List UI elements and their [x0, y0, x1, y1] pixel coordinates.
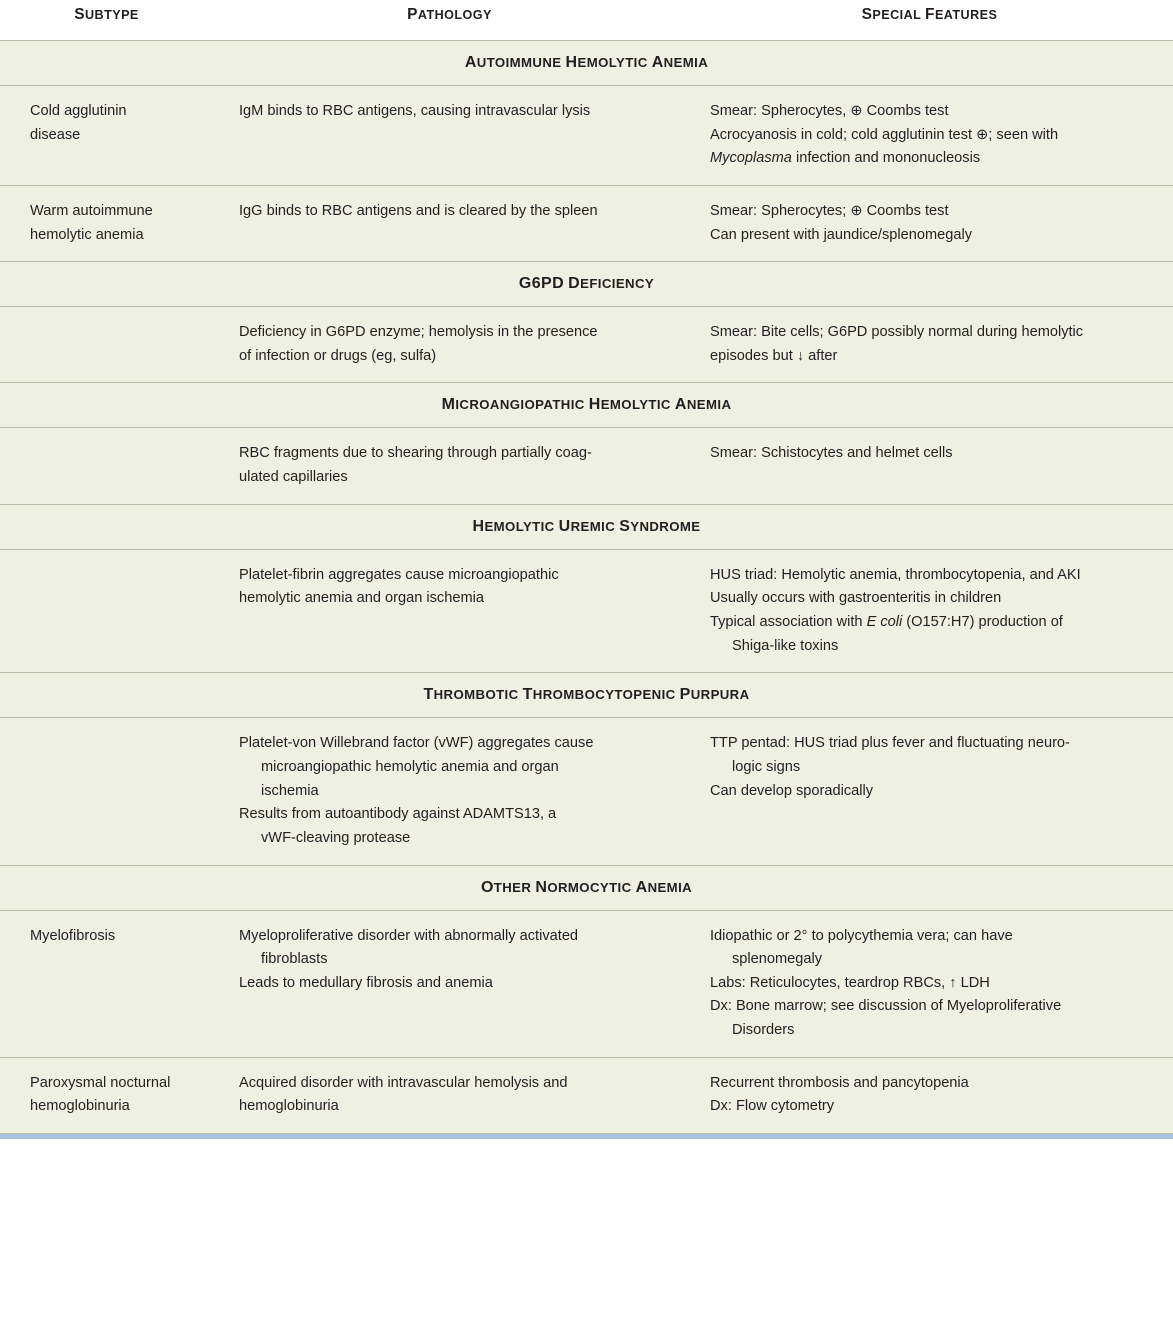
cell-special-features: [686, 307, 1173, 383]
pathology-line: ischemia: [261, 782, 319, 799]
pathology-line: IgG binds to RBC antigens and is cleared by the spleen: [239, 202, 598, 219]
feature-line: Can develop sporadically: [710, 782, 874, 799]
feature-line: logic signs: [732, 758, 801, 775]
feature-line: splenomegaly: [732, 951, 823, 968]
cell-special-features: [686, 718, 1173, 865]
table-row: [0, 1057, 1173, 1133]
section-header-microangiopathic-hemolytic-anemia: MICROANGIOPATHIC HEMOLYTIC ANEMIA: [0, 383, 1173, 428]
cell-special-features: [686, 185, 1173, 261]
table-row: [0, 86, 1173, 186]
feature-line: Typical association with E coli (O157:H7) production of: [710, 614, 1063, 631]
cell-subtype: [0, 718, 213, 865]
table-row: [0, 910, 1173, 1057]
feature-line: Dx: Bone marrow; see discussion of Myeloproliferative: [710, 998, 1062, 1015]
pathology-line: Platelet-von Willebrand factor (vWF) aggregates cause: [239, 735, 594, 752]
cell-subtype: [0, 86, 213, 186]
cell-pathology: [213, 718, 686, 865]
cell-pathology: [213, 86, 686, 186]
page-accent-rule: [0, 1134, 1173, 1139]
subtype-line: Paroxysmal nocturnal: [30, 1074, 171, 1091]
table-row: [0, 185, 1173, 261]
subtype-line: Myelofibrosis: [30, 927, 116, 944]
subtype-line: hemolytic anemia: [30, 226, 144, 243]
section-header-g6pd-deficiency: G6PD DEFICIENCY: [0, 262, 1173, 307]
pathology-line: RBC fragments due to shearing through partially coag-: [239, 445, 592, 462]
pathology-line: Results from autoantibody against ADAMTS13, a: [239, 806, 557, 823]
feature-line: Labs: Reticulocytes, teardrop RBCs, ↑ LDH: [710, 974, 990, 991]
pathology-line: fibroblasts: [261, 951, 328, 968]
cell-subtype: [0, 185, 213, 261]
feature-line: Smear: Spherocytes; ⊕ Coombs test: [710, 202, 949, 219]
cell-subtype: [0, 307, 213, 383]
subtype-line: Warm autoimmune: [30, 202, 153, 219]
table-row: [0, 428, 1173, 504]
header-cell-subtype: SUBTYPE: [0, 0, 213, 41]
cell-special-features: [686, 86, 1173, 186]
table-row: [0, 549, 1173, 673]
cell-subtype: [0, 428, 213, 504]
feature-line: Acrocyanosis in cold; cold agglutinin test ⊕; seen with: [710, 126, 1059, 143]
feature-line: Smear: Bite cells; G6PD possibly normal during hemolytic: [710, 324, 1084, 341]
pathology-line: ulated capillaries: [239, 469, 348, 486]
feature-line: Idiopathic or 2° to polycythemia vera; can have: [710, 927, 1013, 944]
cell-pathology: [213, 1057, 686, 1133]
cell-subtype: [0, 910, 213, 1057]
feature-line: Dx: Flow cytometry: [710, 1098, 835, 1115]
feature-line: episodes but ↓ after: [710, 347, 838, 364]
cell-pathology: [213, 910, 686, 1057]
header-cell-special-features: SPECIAL FEATURES: [686, 0, 1173, 41]
pathology-line: IgM binds to RBC antigens, causing intravascular lysis: [239, 103, 591, 119]
subtype-line: disease: [30, 126, 81, 143]
feature-line: Disorders: [732, 1022, 795, 1039]
pathology-line: Acquired disorder with intravascular hemolysis and: [239, 1074, 568, 1091]
feature-line: Shiga-like toxins: [732, 637, 839, 654]
section-header-thrombotic-thrombocytopenic-purpura: THROMBOTIC THROMBOCYTOPENIC PURPURA: [0, 673, 1173, 718]
cell-special-features: [686, 549, 1173, 673]
pathology-line: vWF-cleaving protease: [261, 829, 411, 846]
cell-special-features: [686, 910, 1173, 1057]
table-row: [0, 718, 1173, 865]
feature-line: TTP pentad: HUS triad plus fever and fluctuating neuro-: [710, 735, 1070, 752]
pathology-line: microangiopathic hemolytic anemia and organ: [261, 758, 559, 775]
feature-line: Smear: Schistocytes and helmet cells: [710, 445, 953, 462]
header-cell-pathology: PATHOLOGY: [213, 0, 686, 41]
feature-line: Smear: Spherocytes, ⊕ Coombs test: [710, 103, 949, 119]
subtype-line: hemoglobinuria: [30, 1098, 130, 1115]
feature-line: HUS triad: Hemolytic anemia, thrombocytopenia, and AKI: [710, 566, 1081, 583]
cell-subtype: [0, 549, 213, 673]
pathology-line: Platelet-fibrin aggregates cause microangiopathic: [239, 566, 559, 583]
cell-pathology: [213, 185, 686, 261]
cell-pathology: [213, 428, 686, 504]
cell-special-features: [686, 1057, 1173, 1133]
pathology-line: of infection or drugs (eg, sulfa): [239, 347, 437, 364]
feature-line: Recurrent thrombosis and pancytopenia: [710, 1074, 969, 1091]
section-header-other-normocytic-anemia: OTHER NORMOCYTIC ANEMIA: [0, 865, 1173, 910]
cell-special-features: [686, 428, 1173, 504]
subtype-line: Cold agglutinin: [30, 103, 127, 119]
feature-line: Mycoplasma infection and mononucleosis: [710, 150, 981, 167]
table-header-row: [0, 0, 1173, 41]
feature-line: Usually occurs with gastroenteritis in children: [710, 590, 1002, 607]
pathology-line: Leads to medullary fibrosis and anemia: [239, 974, 493, 991]
section-header-autoimmune-hemolytic-anemia: AUTOIMMUNE HEMOLYTIC ANEMIA: [0, 41, 1173, 86]
cell-pathology: [213, 307, 686, 383]
cell-pathology: [213, 549, 686, 673]
pathology-line: hemolytic anemia and organ ischemia: [239, 590, 484, 607]
pathology-line: Myeloproliferative disorder with abnormally activated: [239, 927, 579, 944]
pathology-line: Deficiency in G6PD enzyme; hemolysis in the presence: [239, 324, 598, 341]
section-header-hemolytic-uremic-syndrome: HEMOLYTIC UREMIC SYNDROME: [0, 504, 1173, 549]
table-row: [0, 307, 1173, 383]
cell-subtype: [0, 1057, 213, 1133]
feature-line: Can present with jaundice/splenomegaly: [710, 226, 973, 243]
pathology-line: hemoglobinuria: [239, 1098, 339, 1115]
